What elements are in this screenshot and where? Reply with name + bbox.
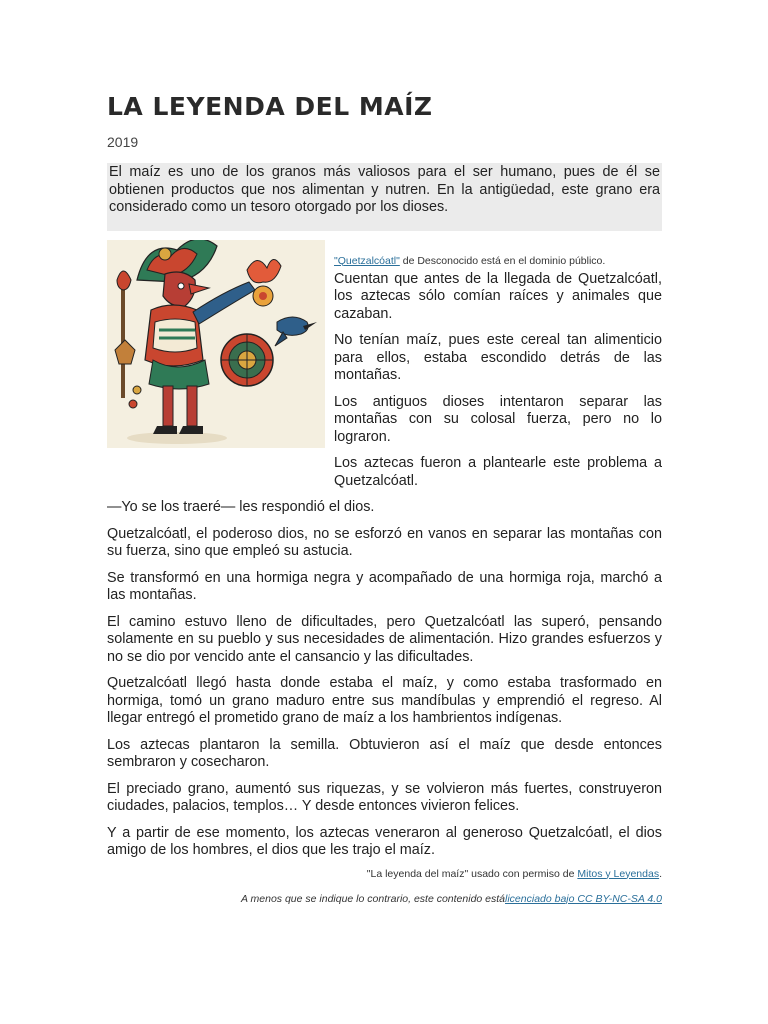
image-caption — [334, 255, 662, 268]
paragraph: Quetzalcóatl, el poderoso dios, no se esforzó en vanos en separar las montañas con su fuerza, sino que empleó su astucia. — [107, 525, 662, 559]
page-title: LA LEYENDA DEL MAÍZ — [107, 92, 433, 121]
publication-year: 2019 — [107, 134, 139, 150]
paragraph: No tenían maíz, pues este cereal tan alimenticio para ellos, estaba escondido detrás de las montañas. — [334, 332, 662, 383]
image-caption-text: de Desconocido está en el dominio público. — [399, 254, 606, 267]
paragraph: El preciado grano, aumentó sus riquezas, y se volvieron más fuertes, construyeron ciudades, palacios, templos… Y desde entonces vivieron felices. — [107, 780, 662, 814]
credit-suffix: . — [659, 867, 662, 880]
document-content — [107, 92, 662, 906]
paragraph: —Yo se los traeré— les respondió el dios. — [107, 499, 375, 515]
side-text — [334, 240, 662, 500]
credit-text: "La leyenda del maíz" usado con permiso de — [366, 867, 578, 880]
paragraph: Se transformó en una hormiga negra y acompañado de una hormiga roja, marchó a las montañas. — [107, 569, 662, 603]
credit-line — [107, 867, 662, 881]
image-source-link[interactable]: "Quetzalcóatl" — [334, 254, 400, 267]
intro-box: El maíz es uno de los granos más valiosos para el ser humano, pues de él se obtienen productos que nos alimentan y nutren. En la antigüedad, este grano era considerado como un tesoro otorgado por los dioses. — [107, 163, 662, 231]
license-text: A menos que se indique lo contrario, este contenido está — [240, 892, 506, 905]
paragraph: Quetzalcóatl llegó hasta donde estaba el maíz, y como estaba trasformado en hormiga, tomó un grano maduro entre sus mandíbulas y emprendió el regreso. Al llegar entregó el prometido grano de maíz a los hambrientos indígenas. — [107, 675, 662, 726]
paragraph: Los antiguos dioses intentaron separar las montañas con su colosal fuerza, pero no lo lograron. — [334, 393, 662, 445]
license-line — [107, 892, 662, 906]
story-body — [107, 499, 662, 860]
quetzalcoatl-illustration — [107, 240, 325, 448]
paragraph: Los aztecas fueron a plantearle este problema a Quetzalcóatl. — [334, 455, 662, 489]
paragraph: Y a partir de ese momento, los aztecas veneraron al generoso Quetzalcóatl, el dios amigo de los hombres, el dios que les trajo el maíz. — [107, 824, 662, 858]
license-link[interactable]: licenciado bajo CC BY-NC-SA 4.0 — [505, 892, 662, 905]
paragraph: El camino estuvo lleno de dificultades, pero Quetzalcóatl las superó, pensando solamente en su pueblo y sus necesidades de alimentación. Hizo grandes esfuerzos y no se dio por vencido ante el cansancio y las dificultades. — [107, 613, 662, 665]
media-section — [107, 240, 662, 500]
mitos-y-leyendas-link[interactable]: Mitos y Leyendas — [577, 867, 660, 880]
paragraph: Cuentan que antes de la llegada de Quetzalcóatl, los aztecas sólo comían raíces y animales que cazaban. — [334, 270, 662, 322]
paragraph: Los aztecas plantaron la semilla. Obtuvieron así el maíz que desde entonces sembraron y cosecharon. — [107, 736, 662, 770]
